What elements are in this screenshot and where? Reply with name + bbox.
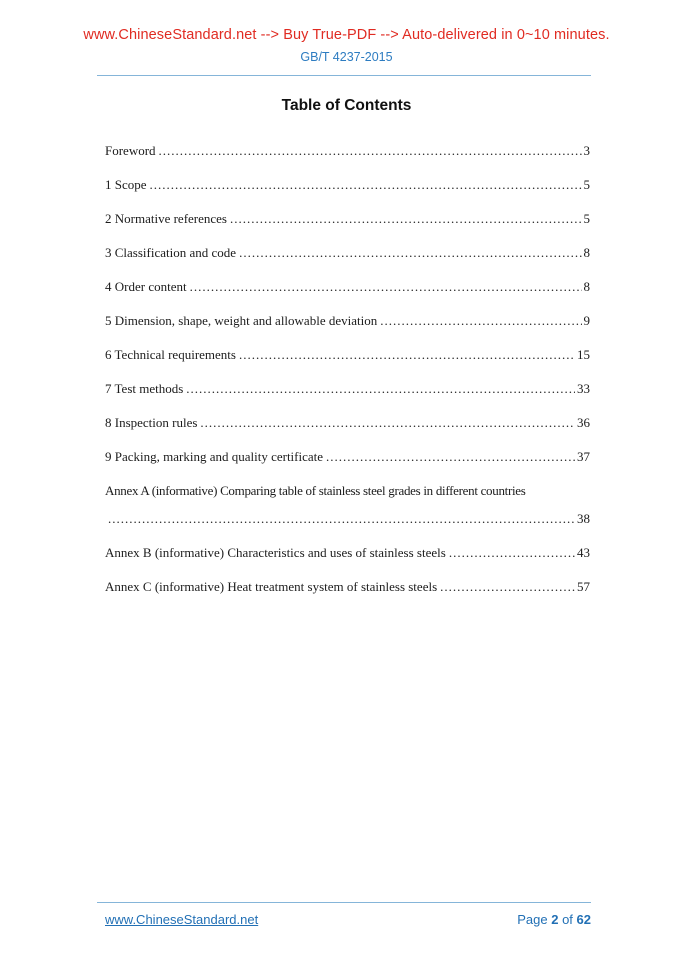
toc-entry[interactable] [105,448,590,465]
toc-dot-leader [108,510,575,527]
toc-entry[interactable] [105,176,590,193]
toc-entry-label: 7 Test methods [105,381,184,396]
toc-entry-page: 43 [577,545,590,560]
toc-entry[interactable] [105,380,590,397]
standard-number: GB/T 4237-2015 [300,50,393,64]
toc-dot-leader [200,414,575,431]
page-indicator-current: 2 [551,912,559,927]
toc-entry-label: Annex B (informative) Characteristics and uses of stainless steels [105,545,446,560]
toc-entry-page: 9 [583,313,590,328]
toc-dot-leader [230,210,582,227]
header-divider [97,75,591,76]
toc-entry-page: 33 [577,381,590,396]
toc-entry-page: 8 [583,279,590,294]
toc-entry[interactable] [105,544,590,561]
toc-entry-page: 38 [577,511,590,526]
toc-entry-page: 57 [577,579,590,594]
toc-entry-page: 5 [583,211,590,226]
toc-entry-page: 3 [583,143,590,158]
toc-entry[interactable] [105,244,590,261]
toc-entry-label: Annex C (informative) Heat treatment system of stainless steels [105,579,438,594]
toc-dot-leader [150,176,582,193]
page-indicator-total: 62 [576,912,591,927]
toc-entry[interactable] [105,414,590,431]
toc-entry-label: 4 Order content [105,279,187,294]
toc-dot-leader [239,346,575,363]
toc-dot-leader [440,578,575,595]
toc-dot-leader [186,380,575,397]
toc-entry[interactable] [105,482,590,527]
toc-dot-leader [239,244,581,261]
toc-entry[interactable] [105,346,590,363]
toc-entry-page: 37 [577,449,590,464]
toc-entry[interactable] [105,312,590,329]
toc-entry-label: 2 Normative references [105,211,227,226]
site-link[interactable]: www.ChineseStandard.net [105,912,259,927]
toc-list [105,142,590,595]
promo-banner: www.ChineseStandard.net --> Buy True-PDF --> Auto-delivered in 0~10 minutes. [83,27,610,43]
page-indicator-label: Page [517,912,548,927]
toc-entry[interactable] [105,278,590,295]
toc-dot-leader [380,312,581,329]
toc-dot-leader [326,448,575,465]
page-indicator [517,912,591,927]
toc-entry-page: 5 [583,177,590,192]
page-title: Table of Contents [281,97,412,114]
toc-entry-label: 9 Packing, marking and quality certificate [105,449,324,464]
page-footer [97,902,591,927]
toc-entry-label: Annex A (informative) Comparing table of stainless steel grades in different countries [105,483,526,498]
toc-entry-label: 8 Inspection rules [105,415,198,430]
page-indicator-of: of [562,912,573,927]
toc-dot-leader [159,142,582,159]
toc-entry-label: 1 Scope [105,177,147,192]
toc-entry-label: 5 Dimension, shape, weight and allowable deviation [105,313,378,328]
toc-entry-page: 8 [583,245,590,260]
toc-entry-label: 6 Technical requirements [105,347,236,362]
toc-entry[interactable] [105,578,590,595]
toc-entry-page: 36 [577,415,590,430]
toc-dot-leader [190,278,582,295]
toc-entry[interactable] [105,142,590,159]
page-header [0,0,693,76]
toc-entry-page: 15 [577,347,590,362]
toc-entry-label: 3 Classification and code [105,245,237,260]
toc-entry-label: Foreword [105,143,156,158]
toc-dot-leader [449,544,575,561]
toc-entry[interactable] [105,210,590,227]
